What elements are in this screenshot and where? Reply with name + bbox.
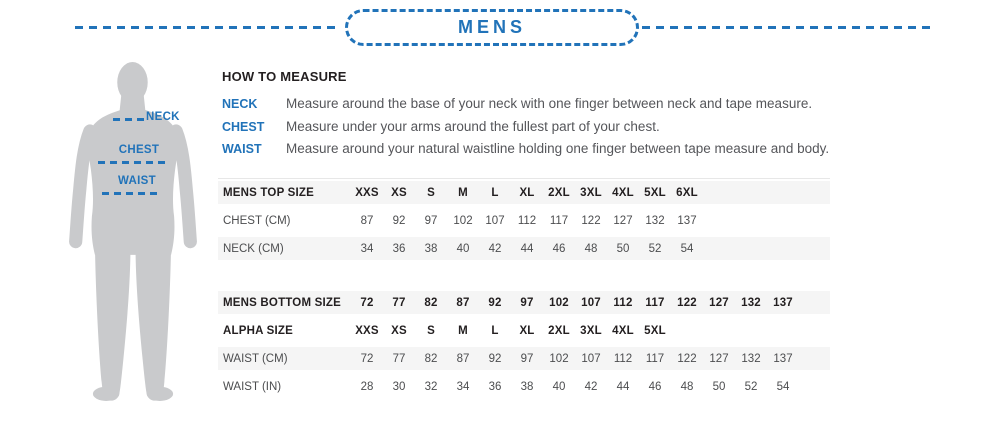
size-value: 97 (424, 214, 438, 227)
size-value: 127 (709, 296, 729, 309)
size-value: 87 (456, 296, 470, 309)
size-value: 127 (613, 214, 633, 227)
measure-text-chest: Measure under your arms around the fullest part of your chest. (286, 118, 660, 134)
size-value: 137 (773, 296, 793, 309)
how-to-measure-section (222, 69, 922, 164)
size-value: 82 (424, 296, 438, 309)
figure-waist-label: WAIST (118, 175, 156, 187)
size-value: 4XL (612, 186, 634, 199)
size-value: XXS (355, 186, 379, 199)
size-value: 6XL (676, 186, 698, 199)
size-value: 97 (520, 296, 534, 309)
size-value: S (427, 186, 435, 199)
measure-row-neck (222, 96, 922, 111)
size-value: 44 (520, 242, 534, 255)
size-values (351, 297, 799, 309)
size-value: 72 (360, 352, 374, 365)
size-value: 127 (709, 352, 729, 365)
measure-label-neck: NECK (222, 97, 258, 111)
size-value: 5XL (644, 186, 666, 199)
size-value: 46 (552, 242, 566, 255)
size-value: 36 (488, 380, 502, 393)
size-value: 102 (549, 296, 569, 309)
size-value: 107 (485, 214, 505, 227)
row-label: CHEST (CM) (223, 214, 291, 227)
row-label: MENS TOP SIZE (223, 186, 315, 199)
measure-label-waist: WAIST (222, 142, 262, 156)
alpha-size-row (218, 319, 830, 342)
measure-text-neck: Measure around the base of your neck with one finger between neck and tape measure. (286, 96, 813, 111)
figure-neck-label: NECK (146, 111, 180, 123)
size-value: 3XL (580, 186, 602, 199)
size-value: 54 (776, 380, 790, 393)
size-value: 32 (424, 380, 438, 393)
size-value: 117 (645, 352, 665, 365)
size-value: 28 (360, 380, 374, 393)
size-value: 137 (677, 214, 697, 227)
top-size-header-row (218, 181, 830, 204)
size-values (351, 353, 799, 365)
size-value: XXS (355, 324, 379, 337)
size-value: XL (519, 324, 535, 337)
size-value: 72 (360, 296, 374, 309)
size-value: 46 (648, 380, 662, 393)
row-label: NECK (CM) (223, 242, 284, 255)
table-spacer (218, 265, 830, 291)
size-value: XL (519, 186, 535, 199)
size-value: 44 (616, 380, 630, 393)
header-dashed-line-left (75, 26, 341, 29)
size-value: 87 (456, 352, 470, 365)
size-value: 102 (453, 214, 473, 227)
size-value: 50 (712, 380, 726, 393)
size-value: 122 (677, 352, 697, 365)
size-value: 4XL (612, 324, 634, 337)
size-value: S (427, 324, 435, 337)
size-value: 92 (488, 296, 502, 309)
row-label: WAIST (IN) (223, 380, 282, 393)
size-value: 2XL (548, 186, 570, 199)
size-value: 112 (517, 214, 537, 227)
waist-measure-line (102, 192, 161, 195)
size-value: 54 (680, 242, 694, 255)
waist-in-row (218, 375, 830, 398)
chest-cm-row (218, 209, 830, 232)
size-value: 92 (392, 214, 406, 227)
size-value: 48 (584, 242, 598, 255)
size-value: 50 (616, 242, 630, 255)
size-value: XS (391, 324, 407, 337)
size-value: 36 (392, 242, 406, 255)
size-value: 132 (741, 296, 761, 309)
size-value: 107 (581, 296, 601, 309)
mens-header-pill (345, 9, 639, 46)
size-value: 34 (360, 242, 374, 255)
size-value: 38 (520, 380, 534, 393)
size-value: 48 (680, 380, 694, 393)
size-value: 97 (520, 352, 534, 365)
size-value: 38 (424, 242, 438, 255)
size-value: 82 (424, 352, 438, 365)
measure-text-waist: Measure around your natural waistline holding one finger between tape measure and body. (286, 141, 830, 156)
size-value: 42 (488, 242, 502, 255)
size-value: L (491, 186, 499, 199)
size-tables (218, 178, 830, 403)
size-value: 132 (741, 352, 761, 365)
size-value: 102 (549, 352, 569, 365)
size-value: XS (391, 186, 407, 199)
neck-measure-line (113, 118, 144, 121)
size-values (351, 187, 703, 199)
size-value: 5XL (644, 324, 666, 337)
size-value: M (458, 186, 468, 199)
size-value: 112 (613, 296, 633, 309)
body-measurement-figure (58, 60, 208, 405)
size-value: 112 (613, 352, 633, 365)
size-value: 87 (360, 214, 374, 227)
size-value: 132 (645, 214, 665, 227)
row-label: WAIST (CM) (223, 352, 288, 365)
size-value: 122 (581, 214, 601, 227)
size-value: 92 (488, 352, 502, 365)
measure-label-chest: CHEST (222, 119, 265, 134)
size-value: L (491, 324, 499, 337)
size-value: 117 (645, 296, 665, 309)
size-values (351, 243, 703, 255)
size-value: 40 (456, 242, 470, 255)
size-value: M (458, 324, 468, 337)
size-value: 77 (392, 352, 406, 365)
size-value: 34 (456, 380, 470, 393)
measure-row-waist (222, 141, 922, 156)
size-values (351, 325, 671, 337)
male-silhouette-graphic (58, 60, 208, 405)
size-value: 52 (648, 242, 662, 255)
figure-chest-label: CHEST (118, 144, 160, 156)
measure-row-chest (222, 119, 922, 134)
row-label: ALPHA SIZE (223, 324, 293, 337)
size-value: 40 (552, 380, 566, 393)
page-title: MENS (457, 17, 526, 37)
size-value: 137 (773, 352, 793, 365)
neck-cm-row (218, 237, 830, 260)
size-value: 3XL (580, 324, 602, 337)
size-value: 117 (549, 214, 569, 227)
size-value: 52 (744, 380, 758, 393)
size-value: 2XL (548, 324, 570, 337)
size-value: 42 (584, 380, 598, 393)
row-label: MENS BOTTOM SIZE (223, 296, 341, 309)
size-values (351, 215, 703, 227)
size-values (351, 381, 799, 393)
how-to-measure-title: HOW TO MEASURE (222, 69, 347, 84)
chest-measure-line (98, 161, 165, 164)
waist-cm-row (218, 347, 830, 370)
bottom-size-header-row (218, 291, 830, 314)
header-dashed-line-right (642, 26, 932, 29)
size-value: 77 (392, 296, 406, 309)
size-value: 122 (677, 296, 697, 309)
size-value: 30 (392, 380, 406, 393)
size-value: 107 (581, 352, 601, 365)
